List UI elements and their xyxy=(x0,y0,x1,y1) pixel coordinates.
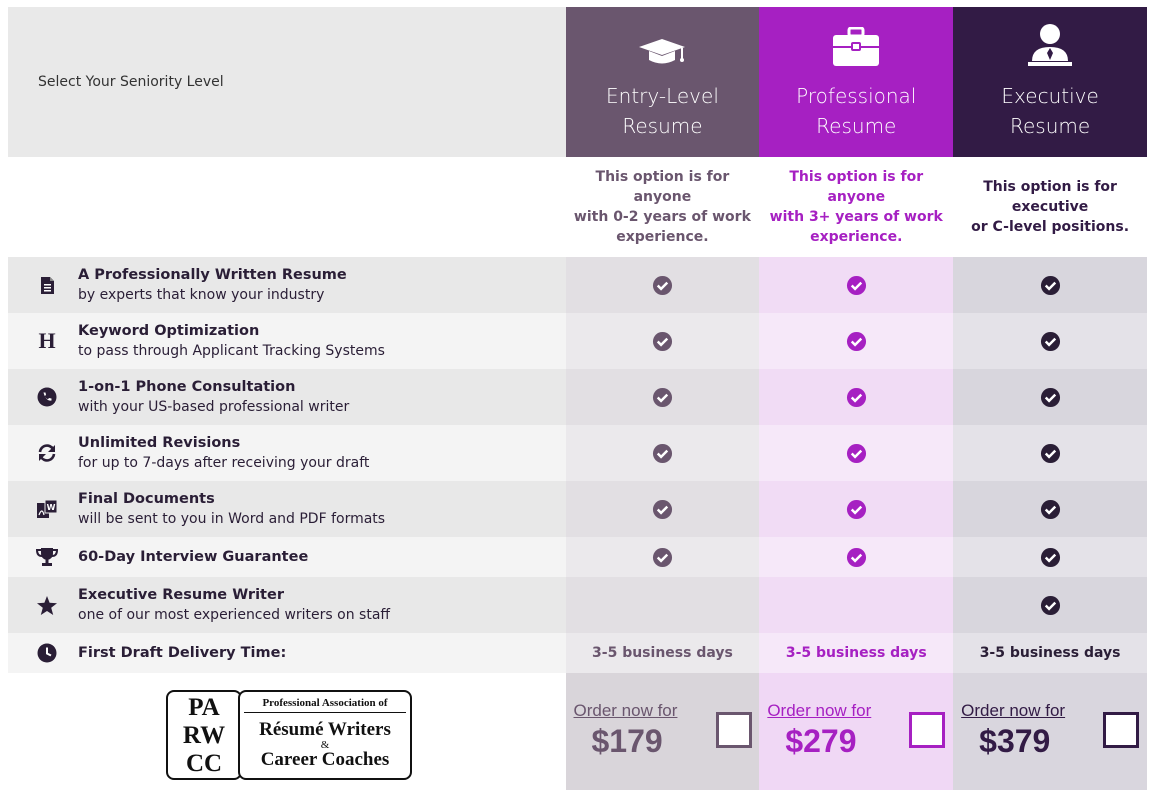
feature-title: Executive Resume Writer xyxy=(78,587,284,603)
delivery-time-professional: 3-5 business days xyxy=(759,633,953,673)
logo-line: Career Coaches xyxy=(260,749,390,770)
plan-description-professional: This option is for anyone with 3+ years of work experience. xyxy=(769,169,943,245)
check-icon xyxy=(652,547,673,568)
feature-title: Unlimited Revisions xyxy=(78,435,241,451)
trophy-icon xyxy=(36,546,58,568)
logo-ampersand: & xyxy=(320,739,330,751)
plan-title-professional: Professional Resume xyxy=(796,84,917,138)
heading-h-icon: H xyxy=(38,328,56,353)
star-icon xyxy=(36,594,58,616)
check-icon xyxy=(1040,443,1061,464)
plan-description-executive: This option is for executive or C-level positions. xyxy=(971,179,1130,235)
check-icon xyxy=(1040,499,1061,520)
check-icon xyxy=(846,547,867,568)
feature-subtitle: to pass through Applicant Tracking Systems xyxy=(78,343,385,359)
price-professional: $279 xyxy=(785,723,857,759)
feature-subtitle: will be sent to you in Word and PDF formats xyxy=(78,511,386,527)
feature-row xyxy=(8,257,1147,313)
price-executive: $379 xyxy=(979,723,1051,759)
feature-title: A Professionally Written Resume xyxy=(78,267,347,283)
phone-icon xyxy=(36,386,58,408)
logo-letters: PA xyxy=(188,694,220,721)
feature-title: 1-on-1 Phone Consultation xyxy=(78,379,296,395)
logo-line: Résumé Writers xyxy=(259,719,391,740)
header-row xyxy=(8,7,1147,157)
feature-row xyxy=(8,577,1147,633)
check-icon xyxy=(1040,275,1061,296)
graduation-cap-icon xyxy=(637,23,687,67)
check-icon xyxy=(1040,331,1061,352)
document-icon xyxy=(36,274,58,296)
order-cell-professional xyxy=(759,673,953,790)
order-row xyxy=(8,673,1147,790)
logo-letters: CC xyxy=(185,750,223,777)
parwcc-logo xyxy=(166,690,412,780)
check-icon xyxy=(846,443,867,464)
logo-letters: RW xyxy=(182,722,226,749)
plan-description-entry: This option is for anyone with 0-2 years of work experience. xyxy=(573,169,751,245)
feature-row xyxy=(8,313,1147,369)
feature-row xyxy=(8,537,1147,577)
check-icon xyxy=(1040,595,1061,616)
seniority-label-cell xyxy=(8,7,566,157)
description-row xyxy=(8,157,1147,257)
order-checkbox-entry[interactable] xyxy=(716,712,752,748)
check-icon xyxy=(1040,547,1061,568)
feature-title: Final Documents xyxy=(78,491,215,507)
order-link-entry[interactable]: Order now for xyxy=(573,701,678,720)
order-cell-entry xyxy=(566,673,760,790)
feature-title: 60-Day Interview Guarantee xyxy=(78,549,309,565)
plan-header-professional[interactable] xyxy=(759,7,953,157)
plan-title-entry: Entry-Level Resume xyxy=(606,84,719,138)
feature-subtitle: one of our most experienced writers on staff xyxy=(78,607,391,623)
delivery-label: First Draft Delivery Time: xyxy=(78,645,287,661)
price-entry: $179 xyxy=(591,723,663,759)
plan-header-entry[interactable] xyxy=(566,7,760,157)
plan-header-executive[interactable] xyxy=(953,7,1147,157)
check-icon xyxy=(846,331,867,352)
clock-icon xyxy=(36,642,58,664)
feature-row xyxy=(8,369,1147,425)
order-checkbox-executive[interactable] xyxy=(1103,712,1139,748)
pdf-word-icon xyxy=(36,498,58,520)
delivery-row xyxy=(8,633,1147,673)
check-icon xyxy=(846,499,867,520)
check-icon xyxy=(652,499,673,520)
feature-row xyxy=(8,481,1147,537)
order-link-professional[interactable]: Order now for xyxy=(767,701,872,720)
check-icon xyxy=(652,443,673,464)
delivery-time-executive: 3-5 business days xyxy=(953,633,1147,673)
order-cell-executive xyxy=(953,673,1147,790)
feature-subtitle: by experts that know your industry xyxy=(78,287,325,303)
plan-title-executive: Executive Resume xyxy=(1001,84,1099,138)
feature-subtitle: for up to 7-days after receiving your draft xyxy=(78,455,370,471)
logo-line: Professional Association of xyxy=(244,692,406,713)
check-icon xyxy=(846,387,867,408)
check-icon xyxy=(1040,387,1061,408)
check-icon xyxy=(846,275,867,296)
order-checkbox-professional[interactable] xyxy=(909,712,945,748)
seniority-label: Select Your Seniority Level xyxy=(38,74,224,90)
check-icon xyxy=(652,331,673,352)
briefcase-icon xyxy=(832,23,880,67)
refresh-icon xyxy=(36,442,58,464)
feature-subtitle: with your US-based professional writer xyxy=(78,399,350,415)
pricing-table xyxy=(8,7,1147,790)
executive-user-icon xyxy=(1027,23,1073,67)
order-link-executive[interactable]: Order now for xyxy=(961,701,1066,720)
check-icon xyxy=(652,387,673,408)
feature-row xyxy=(8,425,1147,481)
svg-text:W: W xyxy=(46,503,56,512)
feature-title: Keyword Optimization xyxy=(78,323,260,339)
delivery-time-entry: 3-5 business days xyxy=(566,633,760,673)
check-icon xyxy=(652,275,673,296)
